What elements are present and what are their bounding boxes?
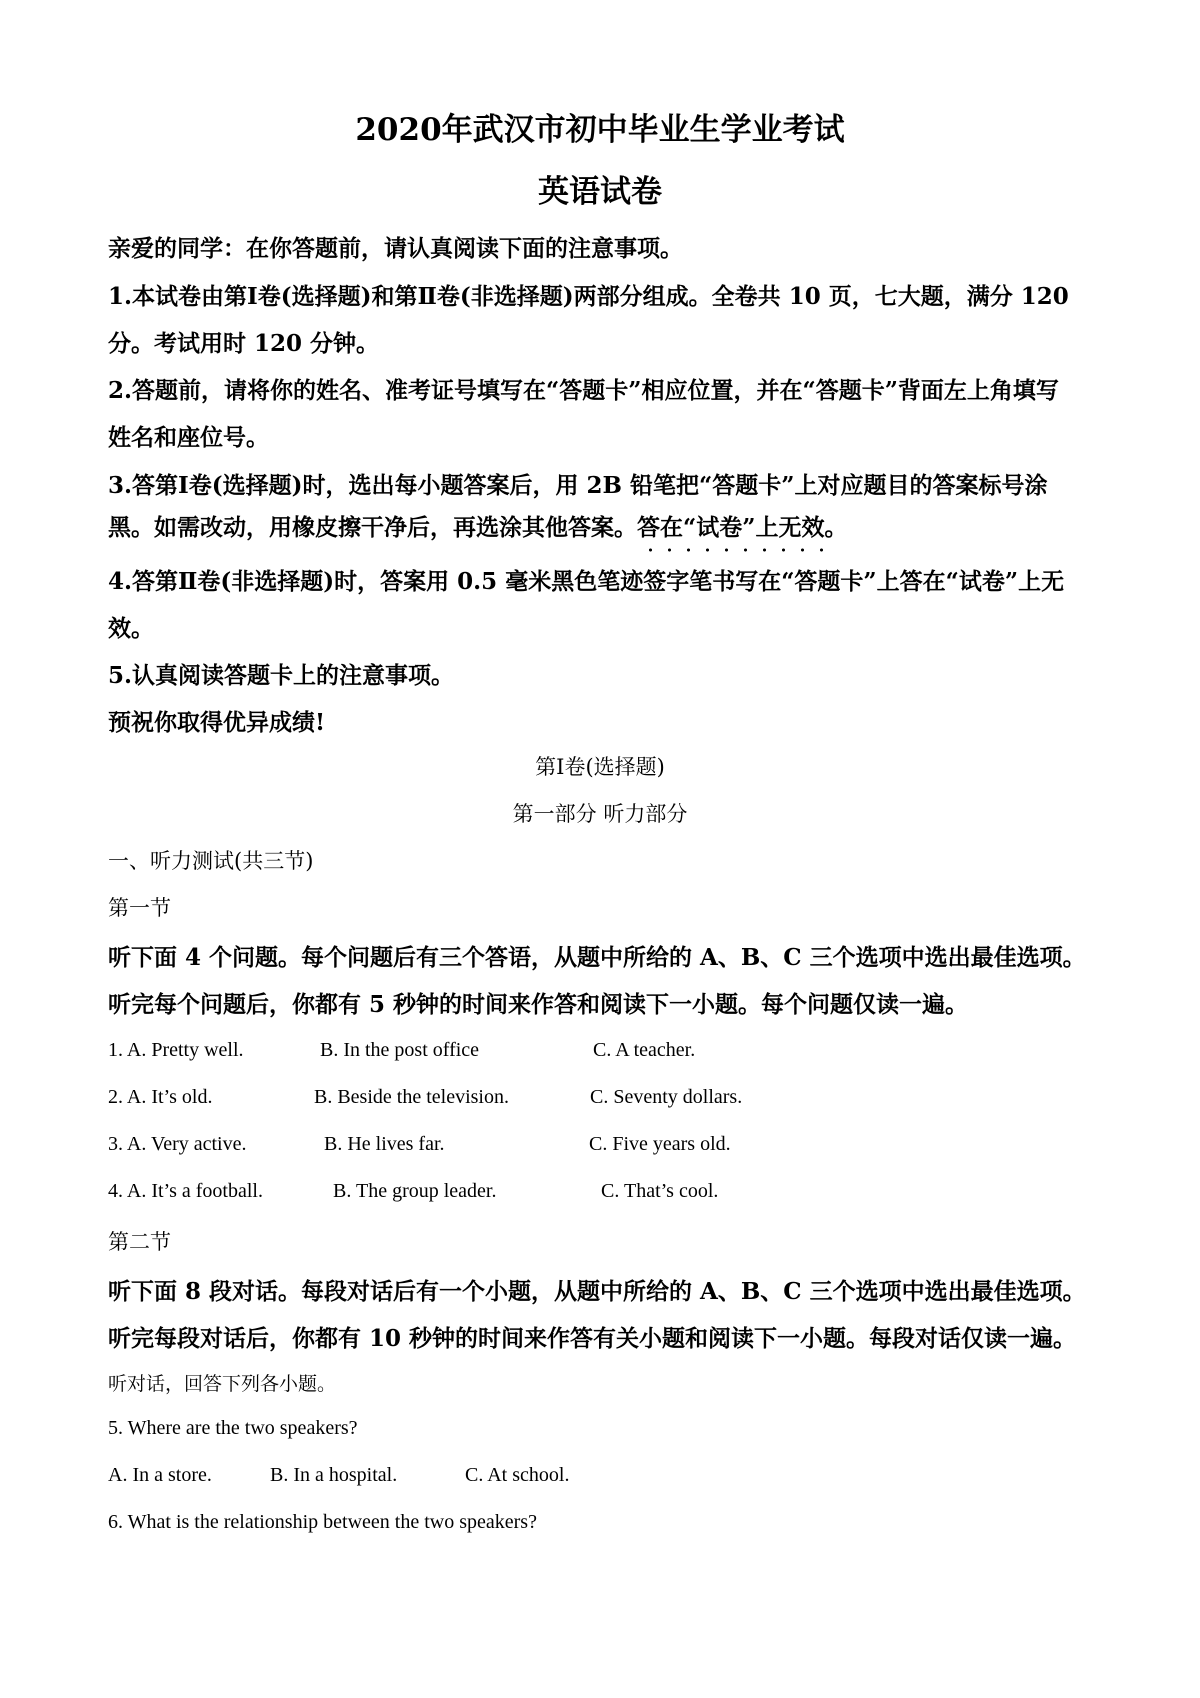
question-6: 6. What is the relationship between the two speakers?	[108, 1511, 537, 1533]
question-5-option-b: B. In a hospital.	[270, 1464, 398, 1486]
question-5: 5. Where are the two speakers?	[108, 1417, 358, 1439]
question-3-option-c: C. Five years old.	[589, 1133, 731, 1155]
section2-instruction-line-1: 听下面 8 段对话。每段对话后有一个小题，从题中所给的 A、B、C 三个选项中选出最佳选项。	[108, 1278, 1086, 1305]
notice-item-4-line-1: 4.答第Ⅱ卷(非选择题)时，答案用 0.5 毫米黑色笔迹签字笔书写在“答题卡”上答在“试卷”上无	[108, 568, 1065, 595]
section2-instruction-line-2: 听完每段对话后，你都有 10 秒钟的时间来作答有关小题和阅读下一小题。每段对话仅读一遍。	[108, 1325, 1077, 1352]
notice-item-2-line-1: 2.答题前，请将你的姓名、准考证号填写在“答题卡”相应位置，并在“答题卡”背面左上角填写	[108, 377, 1059, 404]
question-2-option-a: 2. A. It’s old.	[108, 1086, 213, 1108]
question-1-option-a: 1. A. Pretty well.	[108, 1039, 244, 1061]
section2-heading: 第二节	[108, 1230, 171, 1254]
question-2-option-b: B. Beside the television.	[314, 1086, 509, 1108]
section2-sub-instruction: 听对话，回答下列各小题。	[108, 1373, 337, 1395]
notice-item-5: 5.认真阅读答题卡上的注意事项。	[108, 662, 455, 689]
question-4-option-a: 4. A. It’s a football.	[108, 1180, 263, 1202]
exam-title: 2020年武汉市初中毕业生学业考试	[355, 112, 845, 148]
question-3-option-a: 3. A. Very active.	[108, 1133, 247, 1155]
question-1-option-b: B. In the post office	[320, 1039, 480, 1061]
exam-subtitle: 英语试卷	[538, 174, 662, 210]
notice-item-1-line-2: 分。考试用时 120 分钟。	[108, 330, 380, 357]
section1-instruction-line-1: 听下面 4 个问题。每个问题后有三个答语，从题中所给的 A、B、C 三个选项中选出最佳选项。	[108, 944, 1086, 971]
section-heading: 一、听力测试(共三节)	[108, 849, 314, 873]
notice-item-2-line-2: 姓名和座位号。	[108, 424, 269, 451]
notice-greeting: 亲爱的同学：在你答题前，请认真阅读下面的注意事项。	[108, 235, 683, 262]
question-4-option-c: C. That’s cool.	[601, 1180, 719, 1202]
notice-item-1-line-1: 1.本试卷由第Ⅰ卷(选择题)和第Ⅱ卷(非选择题)两部分组成。全卷共 10 页，七大题，满分 120	[108, 283, 1069, 310]
notice-item-3-period: 。	[824, 514, 848, 541]
question-3-option-b: B. He lives far.	[324, 1133, 445, 1155]
question-5-option-a: A. In a store.	[108, 1464, 212, 1486]
section1-instruction-line-2: 听完每个问题后，你都有 5 秒钟的时间来作答和阅读下一小题。每个问题仅读一遍。	[108, 991, 969, 1018]
question-1-option-c: C. A teacher.	[593, 1039, 696, 1061]
notice-item-3-line-1: 3.答第Ⅰ卷(选择题)时，选出每小题答案后，用 2B 铅笔把“答题卡”上对应题目的答案标号涂	[108, 472, 1048, 499]
emphasized-warning-text: 答在“试卷”上无效	[637, 514, 825, 541]
emphasized-warning	[637, 509, 824, 542]
notice-item-4-line-2: 效。	[108, 615, 154, 642]
volume-heading: 第Ⅰ卷(选择题)	[535, 755, 665, 779]
emphasis-dots	[637, 548, 824, 552]
part-heading: 第一部分 听力部分	[512, 802, 688, 826]
question-2-option-c: C. Seventy dollars.	[590, 1086, 743, 1108]
notice-item-3-text: 黑。如需改动，用橡皮擦干净后，再选涂其他答案。	[108, 514, 637, 541]
notice-item-3-line-2	[108, 509, 847, 542]
section1-heading: 第一节	[108, 896, 171, 920]
question-5-option-c: C. At school.	[465, 1464, 570, 1486]
notice-wish: 预祝你取得优异成绩!	[108, 709, 326, 736]
question-4-option-b: B. The group leader.	[333, 1180, 497, 1202]
